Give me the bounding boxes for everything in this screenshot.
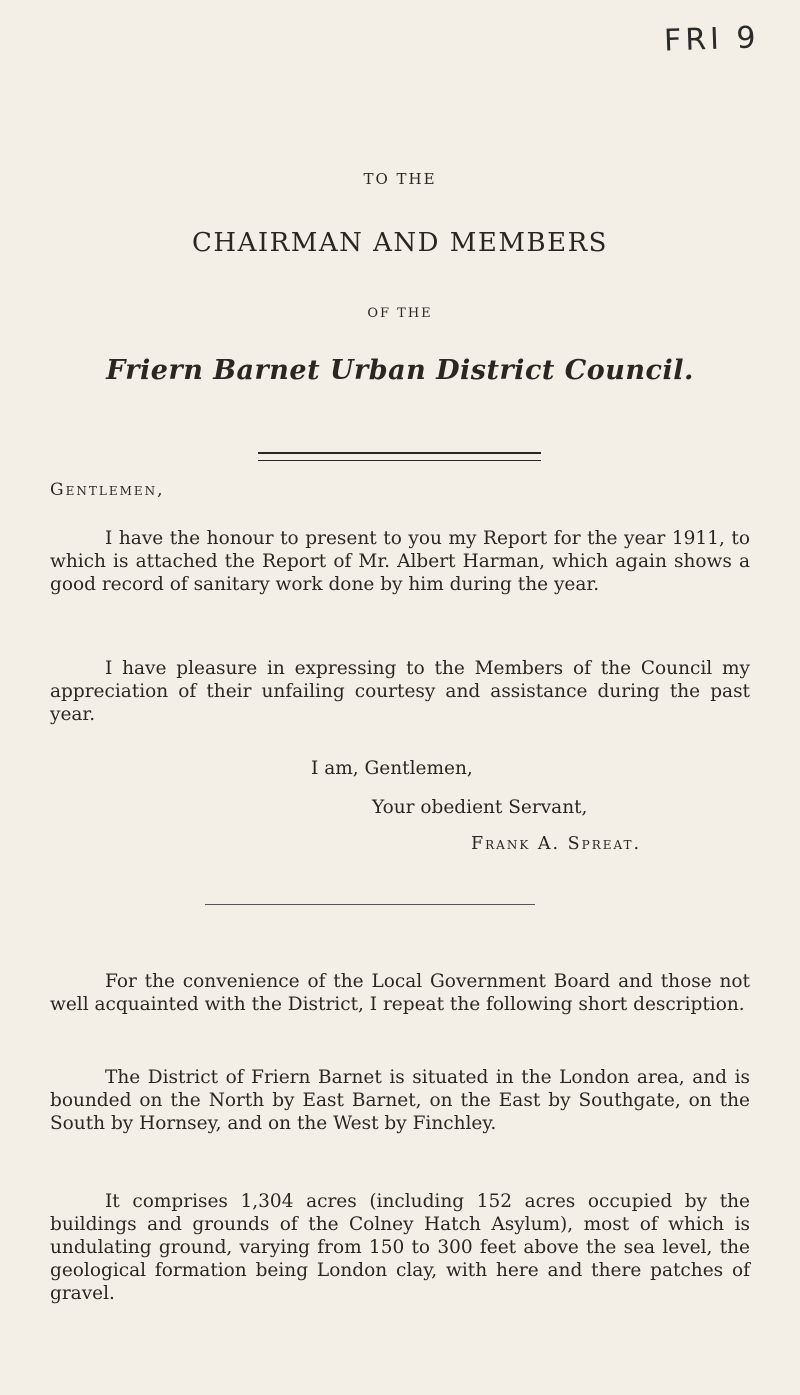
description-paragraph-1: For the convenience of the Local Government Board and those not well acquainted with the District, I repeat the following short description. — [50, 971, 750, 1015]
closing-line-2: Your obedient Servant, — [372, 797, 588, 818]
signature: Frank A. Spreat. — [471, 834, 642, 854]
header-chairman: CHAIRMAN AND MEMBERS — [192, 228, 608, 258]
description-paragraph-3: It comprises 1,304 acres (including 152 acres occupied by the buildings and grounds of the Colney Hatch Asylum), most of which is undulating ground, varying from 150 to 300 feet above the sea level, the geological formation being London clay, with here and there patches of gravel. — [50, 1191, 750, 1304]
header-of-the: OF THE — [367, 306, 433, 321]
double-divider — [258, 452, 541, 461]
letter-paragraph-1: I have the honour to present to you my Report for the year 1911, to which is attached the Report of Mr. Albert Harman, which again shows a good record of sanitary work done by him during the year. — [50, 528, 750, 595]
header-to-the: TO THE — [363, 170, 437, 188]
section-divider — [205, 904, 535, 905]
council-title: Friern Barnet Urban District Council. — [106, 355, 694, 386]
salutation: Gentlemen, — [50, 480, 165, 500]
description-paragraph-2: The District of Friern Barnet is situated in the London area, and is bounded on the North by East Barnet, on the East by Southgate, on the South by Hornsey, and on the West by Finchley. — [50, 1067, 750, 1134]
closing-line-1: I am, Gentlemen, — [311, 758, 473, 779]
handwritten-annotation: FRI 9 — [663, 20, 761, 59]
letter-paragraph-2: I have pleasure in expressing to the Members of the Council my appreciation of their unfailing courtesy and assistance during the past year. — [50, 658, 750, 725]
